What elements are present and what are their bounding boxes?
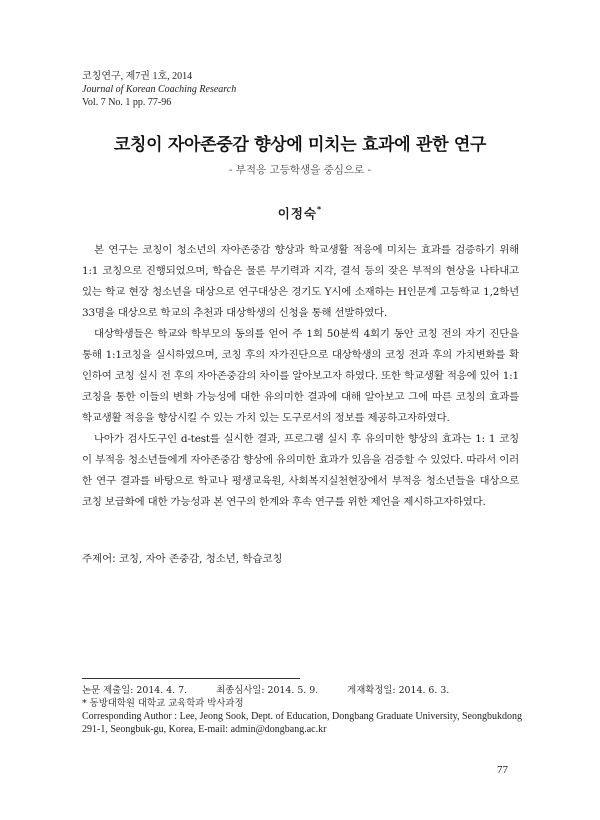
keywords-text: 코칭, 자아 존중감, 청소년, 학습코칭 xyxy=(118,553,283,565)
acceptance-date: 게재확정일: 2014. 6. 3. xyxy=(347,685,450,696)
abstract xyxy=(82,240,519,513)
abstract-paragraph: 본 연구는 코칭이 청소년의 자아존중감 향상과 학교생활 적응에 미치는 효과를 검증하기 위해 1:1 코칭으로 진행되었으며, 학습은 물론 무기력과 지각, 결석 등의 잦은 부적의 현상을 나타내고 있는 학교 현장 청소년을 대상으로 연구대상은 경기도 Y시에 소재하는 H인문계 고등학교 1,2학년 33명을 대상으로 학교의 추천과 대상학생의 신청을 통해 선발하였다. xyxy=(82,244,519,319)
journal-header xyxy=(82,70,236,109)
journal-korean-line: 코칭연구, 제7권 1호, 2014 xyxy=(82,71,193,82)
author-name: 이정숙 xyxy=(277,206,318,221)
footnote-divider xyxy=(82,678,300,679)
author-line xyxy=(0,204,600,222)
author-footnote-mark: * xyxy=(317,204,323,214)
abstract-paragraph: 나아가 검사도구인 d-test를 실시한 결과, 프로그램 실시 후 유의미한 향상의 효과는 1: 1 코칭이 부적응 청소년들에게 자아존중감 향상에 유의미한 효과가 있음을 검증할 수 있었다. 따라서 이러한 연구 결과를 바탕으로 학교나 평생교육원, 사회복지실천현장에서 부적응 청소년들을 대상으로 코칭 보급화에 대한 가능성과 본 연구의 한계와 후속 연구를 위한 제언을 제시하고자하였다. xyxy=(82,433,519,508)
page-number: 77 xyxy=(497,764,508,776)
review-date: 최종심사일: 2014. 5. 9. xyxy=(216,685,319,696)
corresponding-author: Corresponding Author : Lee, Jeong Sook, Dept. of Education, Dongbang Graduate University, Seongbukdong 291-1, Seongbuk-gu, Korea, E-mail: admin@dongbang.ac.kr xyxy=(82,711,522,735)
keywords-label: 주제어: xyxy=(82,553,116,565)
abstract-paragraph: 대상학생들은 학교와 학부모의 동의를 얻어 주 1회 50분씩 4회기 동안 코칭 전의 자기 진단을 통해 1:1코칭을 실시하였으며, 코칭 후의 자가진단으로 대상학생의 코칭 전과 후의 가치변화를 확인하여 코칭 실시 전 후의 자아존중감의 차이를 알아보고자 하였다. 또한 학교생활 적응에 있어 1:1코칭을 통한 이들의 변화 가능성에 대한 유의미한 결과에 대해 알아보고 그에 따른 코칭의 효과를 학교생활 적응을 향상시킬 수 있는 가치 있는 도구로서의 정보를 제공하고자하였다. xyxy=(82,328,519,424)
journal-english-title: Journal of Korean Coaching Research xyxy=(82,84,237,95)
paper-subtitle: - 부적응 고등학생을 중심으로 - xyxy=(228,164,372,176)
submission-date: 논문 제출일: 2014. 4. 7. xyxy=(82,685,188,696)
footnote-dates xyxy=(82,684,522,697)
paper-title: 코칭이 자아존중감 향상에 미치는 효과에 관한 연구 xyxy=(113,135,487,155)
journal-volume-pages: Vol. 7 No. 1 pp. 77-96 xyxy=(82,97,172,108)
footnotes xyxy=(82,684,522,736)
keywords xyxy=(82,550,283,565)
author-affiliation: * 동방대학원 대학교 교육학과 박사과정 xyxy=(82,698,244,709)
